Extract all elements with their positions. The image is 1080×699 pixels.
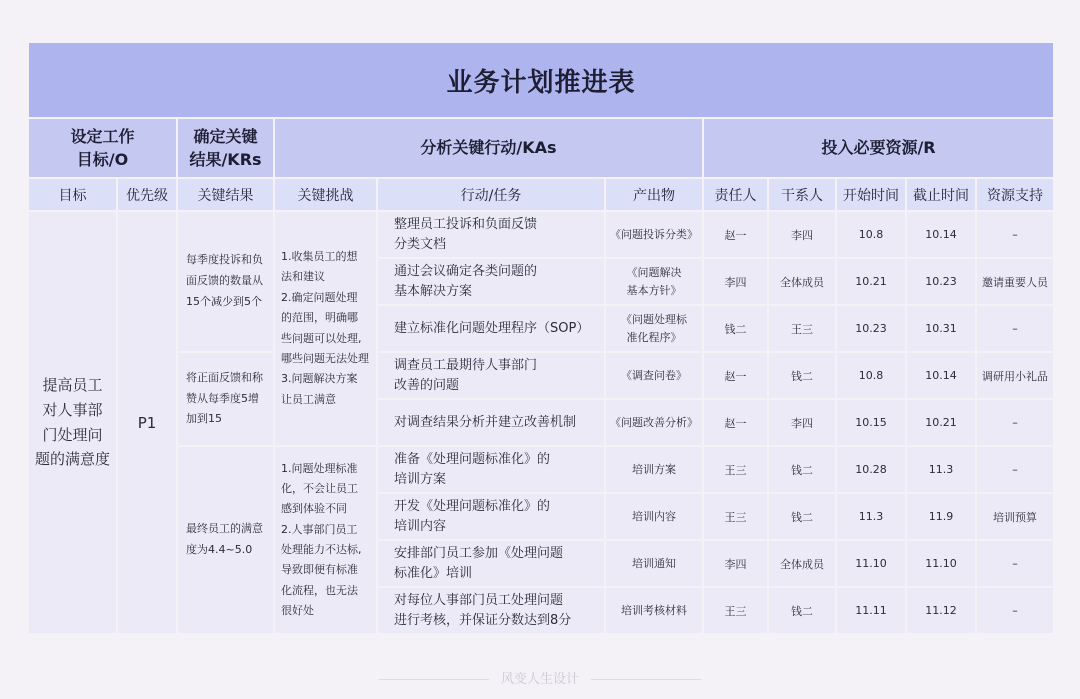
support-cell: – bbox=[977, 306, 1053, 351]
owner-cell: 钱二 bbox=[704, 306, 767, 351]
footer-divider-right bbox=[591, 679, 701, 680]
stakeholder-cell: 全体成员 bbox=[769, 541, 835, 586]
end-date-cell: 11.10 bbox=[907, 541, 975, 586]
action-cell: 安排部门员工参加《处理问题 标准化》培训 bbox=[378, 541, 604, 586]
owner-cell: 赵一 bbox=[704, 353, 767, 398]
end-date-cell: 11.12 bbox=[907, 588, 975, 633]
key-result-3: 最终员工的满意 度为4.4~5.0 bbox=[178, 447, 273, 633]
owner-cell: 李四 bbox=[704, 259, 767, 304]
key-result-1: 每季度投诉和负 面反馈的数量从 15个减少到5个 bbox=[178, 212, 273, 351]
col-header-goal: 目标 bbox=[29, 179, 116, 210]
start-date-cell: 10.23 bbox=[837, 306, 905, 351]
start-date-cell: 10.28 bbox=[837, 447, 905, 492]
section-key-results: 确定关键 结果/KRs bbox=[178, 119, 273, 177]
business-plan-table bbox=[27, 41, 1055, 635]
start-date-cell: 11.3 bbox=[837, 494, 905, 539]
owner-cell: 王三 bbox=[704, 494, 767, 539]
output-cell: 《问题改善分析》 bbox=[606, 400, 702, 445]
owner-cell: 李四 bbox=[704, 541, 767, 586]
owner-cell: 王三 bbox=[704, 447, 767, 492]
goal-cell: 提高员工 对人事部 门处理问 题的满意度 bbox=[29, 212, 116, 633]
support-cell: – bbox=[977, 541, 1053, 586]
col-header-stakeholder: 干系人 bbox=[769, 179, 835, 210]
action-cell: 整理员工投诉和负面反馈 分类文档 bbox=[378, 212, 604, 257]
owner-cell: 赵一 bbox=[704, 400, 767, 445]
start-date-cell: 10.21 bbox=[837, 259, 905, 304]
stakeholder-cell: 王三 bbox=[769, 306, 835, 351]
section-objective: 设定工作 目标/O bbox=[29, 119, 176, 177]
action-cell: 建立标准化问题处理程序（SOP） bbox=[378, 306, 604, 351]
priority-cell: P1 bbox=[118, 212, 176, 633]
col-header-start: 开始时间 bbox=[837, 179, 905, 210]
support-cell: – bbox=[977, 212, 1053, 257]
output-cell: 《调查问卷》 bbox=[606, 353, 702, 398]
support-cell: – bbox=[977, 447, 1053, 492]
end-date-cell: 10.14 bbox=[907, 353, 975, 398]
col-header-support: 资源支持 bbox=[977, 179, 1053, 210]
output-cell: 培训通知 bbox=[606, 541, 702, 586]
end-date-cell: 10.14 bbox=[907, 212, 975, 257]
stakeholder-cell: 李四 bbox=[769, 400, 835, 445]
output-cell: 《问题处理标 准化程序》 bbox=[606, 306, 702, 351]
footer-credit: 风变人生设计 bbox=[500, 672, 579, 687]
col-header-end: 截止时间 bbox=[907, 179, 975, 210]
section-resources: 投入必要资源/R bbox=[704, 119, 1053, 177]
action-cell: 对调查结果分析并建立改善机制 bbox=[378, 400, 604, 445]
stakeholder-cell: 全体成员 bbox=[769, 259, 835, 304]
end-date-cell: 10.31 bbox=[907, 306, 975, 351]
action-cell: 开发《处理问题标准化》的 培训内容 bbox=[378, 494, 604, 539]
action-cell: 准备《处理问题标准化》的 培训方案 bbox=[378, 447, 604, 492]
end-date-cell: 10.21 bbox=[907, 400, 975, 445]
start-date-cell: 11.10 bbox=[837, 541, 905, 586]
end-date-cell: 10.23 bbox=[907, 259, 975, 304]
end-date-cell: 11.9 bbox=[907, 494, 975, 539]
col-header-output: 产出物 bbox=[606, 179, 702, 210]
support-cell: – bbox=[977, 400, 1053, 445]
start-date-cell: 10.8 bbox=[837, 212, 905, 257]
stakeholder-cell: 李四 bbox=[769, 212, 835, 257]
owner-cell: 王三 bbox=[704, 588, 767, 633]
action-cell: 对每位人事部门员工处理问题 进行考核，并保证分数达到8分 bbox=[378, 588, 604, 633]
page-title: 业务计划推进表 bbox=[29, 43, 1053, 117]
challenge-2: 1.问题处理标准 化，不会让员工 感到体验不同 2.人事部门员工 处理能力不达标, 导致即便有标准 化流程，也无法 很好处 bbox=[275, 447, 376, 633]
owner-cell: 赵一 bbox=[704, 212, 767, 257]
stakeholder-cell: 钱二 bbox=[769, 353, 835, 398]
output-cell: 《问题投诉分类》 bbox=[606, 212, 702, 257]
action-cell: 调查员工最期待人事部门 改善的问题 bbox=[378, 353, 604, 398]
footer-divider-left bbox=[379, 679, 489, 680]
col-header-priority: 优先级 bbox=[118, 179, 176, 210]
col-header-key-result: 关键结果 bbox=[178, 179, 273, 210]
output-cell: 培训方案 bbox=[606, 447, 702, 492]
plan-sheet bbox=[27, 41, 1053, 635]
output-cell: 培训内容 bbox=[606, 494, 702, 539]
stakeholder-cell: 钱二 bbox=[769, 588, 835, 633]
support-cell: 邀请重要人员 bbox=[977, 259, 1053, 304]
stakeholder-cell: 钱二 bbox=[769, 494, 835, 539]
support-cell: – bbox=[977, 588, 1053, 633]
section-key-actions: 分析关键行动/KAs bbox=[275, 119, 702, 177]
col-header-action: 行动/任务 bbox=[378, 179, 604, 210]
footer bbox=[0, 668, 1080, 687]
action-cell: 通过会议确定各类问题的 基本解决方案 bbox=[378, 259, 604, 304]
start-date-cell: 11.11 bbox=[837, 588, 905, 633]
stakeholder-cell: 钱二 bbox=[769, 447, 835, 492]
col-header-owner: 责任人 bbox=[704, 179, 767, 210]
challenge-1: 1.收集员工的想 法和建议 2.确定问题处理 的范围，明确哪 些问题可以处理, 哪些问题无法处理 3.问题解决方案 让员工满意 bbox=[275, 212, 376, 445]
output-cell: 《问题解决 基本方针》 bbox=[606, 259, 702, 304]
output-cell: 培训考核材料 bbox=[606, 588, 702, 633]
start-date-cell: 10.8 bbox=[837, 353, 905, 398]
support-cell: 培训预算 bbox=[977, 494, 1053, 539]
end-date-cell: 11.3 bbox=[907, 447, 975, 492]
start-date-cell: 10.15 bbox=[837, 400, 905, 445]
key-result-2: 将正面反馈和称 赞从每季度5增 加到15 bbox=[178, 353, 273, 445]
col-header-challenge: 关键挑战 bbox=[275, 179, 376, 210]
support-cell: 调研用小礼品 bbox=[977, 353, 1053, 398]
